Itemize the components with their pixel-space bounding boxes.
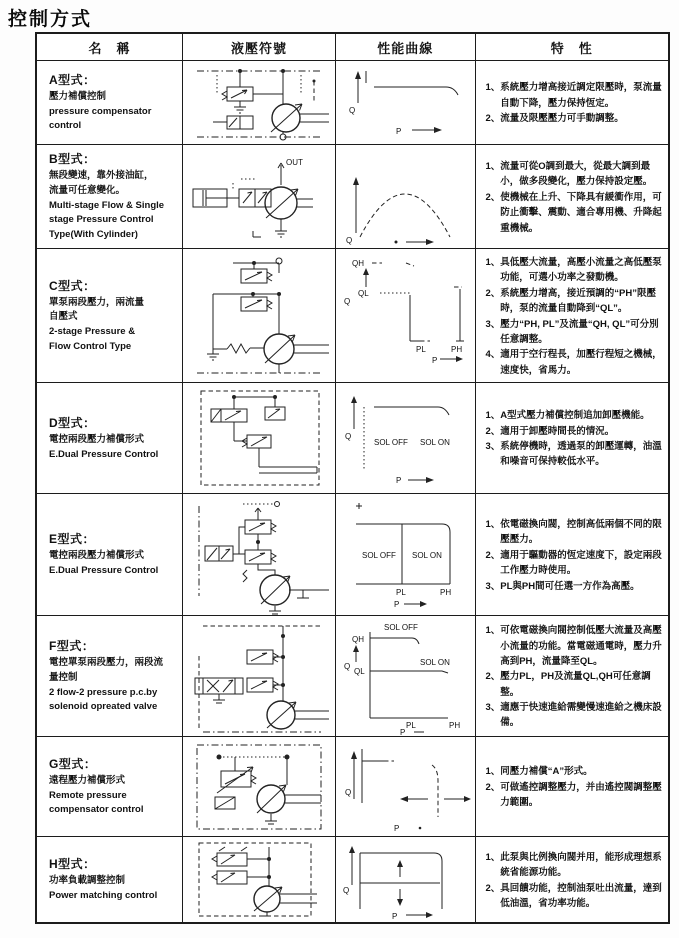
hydraulic-circuit-icon [183,145,335,248]
text-line: 1、同壓力補償“A”形式。 [485,766,593,778]
svg-text:Q: Q [345,788,352,797]
hydraulic-symbol-cell [182,616,335,736]
symbol-port-label: OUT [286,158,303,167]
text-line: 遠程壓力補償形式 [49,774,126,786]
text-line: 2、適用于驅動器的恆定速度下，設定兩段工作壓力時使用。 [485,549,662,577]
svg-text:Q: Q [343,886,350,895]
name-cell [37,145,182,248]
text-line: pressure compensator [49,105,152,117]
hydraulic-symbol-cell [182,249,335,382]
svg-text:P: P [394,824,400,833]
svg-text:SOL ON: SOL ON [412,551,442,560]
svg-text:SOL OFF: SOL OFF [384,623,418,632]
type-title: G型式： [49,756,97,771]
hydraulic-circuit-icon [183,61,335,144]
type-description [49,169,178,243]
table-row-type-d [37,382,668,493]
performance-curve-chart [336,249,474,382]
table-header-row [37,34,668,60]
text-line: 2、適用于卸壓時間長的情況。 [485,425,615,437]
performance-curve-cell [335,145,475,248]
text-line: 2、壓力PL，PH及流量QL,QH可任意調整。 [485,671,651,698]
svg-text:P: P [394,600,400,609]
svg-text:SOL ON: SOL ON [420,658,450,667]
svg-text:Q: Q [345,432,352,441]
text-line: 4、適用于空行程長，加壓行程短之機械，速度快，省馬力。 [485,349,662,376]
text-line: 1、此泵與比例換向閥并用，能形成理想系統省能源功能。 [485,851,662,879]
type-title: A型式： [49,72,96,87]
svg-text:PL: PL [406,721,416,730]
hydraulic-circuit-icon [183,494,335,615]
header-performance-curve: 性能曲線 [335,34,475,60]
text-line: 量控制 [49,671,78,683]
text-line: E.Dual Pressure Control [49,448,159,460]
performance-curve-chart [336,145,474,248]
performance-curve-chart [336,383,474,493]
text-line: 3、壓力“PH, PL”及流量“QH, QL”可分別任意調整。 [485,318,659,345]
page-title: 控制方式 [8,9,93,30]
svg-text:QH: QH [352,259,364,268]
characteristics-cell [475,737,669,836]
performance-curve-cell [335,837,475,922]
text-line: 2、系統壓力增高，接近預調的“PH”限壓時，泵的流量自動降到“QL”。 [485,287,656,315]
type-title: E型式： [49,532,96,547]
table-row-type-g [37,736,668,836]
svg-text:PH: PH [451,345,463,354]
hydraulic-symbol-cell [182,837,335,922]
text-line: 流量可任意變化。 [49,184,126,196]
type-title: D型式： [49,415,96,430]
type-description [49,874,178,903]
svg-text:P: P [432,356,438,365]
svg-text:PL: PL [416,345,426,354]
characteristics-cell [475,61,669,144]
text-line: 電控單泵兩段壓力，兩段流 [49,657,164,669]
performance-curve-cell [335,383,475,493]
text-line: 2、使機械在上升、下降具有緩衝作用，可防止衝擊、震動、適合專用機、升降起重機械。 [485,191,662,234]
header-characteristics: 特 性 [475,34,669,60]
performance-curve-cell [335,249,475,382]
type-title: C型式： [49,278,96,293]
name-cell [37,249,182,382]
text-line: E.Dual Pressure Control [49,565,159,576]
text-line: 3、系統停機時，透過泵的卸壓運轉，油溫和噪音可保持較低水平。 [485,441,662,468]
hydraulic-circuit-icon [183,616,335,736]
text-line: 1、具低壓大流量，高壓小流量之高低壓泵功能，可選小功率之發動機。 [485,257,662,284]
characteristics-cell [475,383,669,493]
text-line: stage Pressure Control [49,214,154,226]
text-line: 單泵兩段壓力，兩流量 [49,296,145,308]
text-line: 功率負載調整控制 [49,875,126,887]
text-line: Flow Control Type [49,340,132,352]
svg-text:PL: PL [396,588,406,597]
text-line: 1、流量可從O調到最大，從最大調到最小，做多段變化，壓力保持設定壓。 [485,161,653,188]
svg-text:P: P [400,728,406,736]
svg-text:P: P [392,912,398,921]
hydraulic-circuit-icon [183,837,335,922]
type-title: H型式： [49,857,96,872]
performance-curve-cell [335,616,475,736]
header-name: 名 稱 [88,40,131,56]
text-line: 2-stage Pressure & [49,326,136,337]
text-line: 1、可依電磁換向閥控制低壓大流量及高壓小流量的功能。當電磁通電時，壓力升高到PH，流量降至QL。 [485,625,662,667]
table-row-type-h [37,836,668,922]
type-description [49,90,178,134]
text-line: 自壓式 [49,311,78,323]
performance-curve-chart [336,837,474,922]
table-row-type-f [37,615,668,736]
text-line: 電控兩段壓力補償形式 [49,550,145,562]
svg-text:SOL ON: SOL ON [420,438,450,447]
name-cell [37,616,182,736]
text-line: 1、依電磁換向閥，控制高低兩個不同的限壓壓力。 [485,519,662,546]
svg-text:Q: Q [344,662,351,671]
svg-text:QH: QH [352,635,364,644]
hydraulic-symbol-cell [182,61,335,144]
performance-curve-chart [336,616,474,736]
text-line: 電控兩段壓力補償形式 [49,433,145,445]
performance-curve-chart [336,737,474,836]
text-line: 2、流量及限壓壓力可手動調整。 [485,113,624,125]
text-line: 2、可做遙控調整壓力，并由遙控閥調整壓力範圍。 [485,781,662,809]
performance-curve-chart [336,61,474,144]
table-row-type-b [37,144,668,248]
characteristics-cell [475,494,669,615]
characteristics-cell [475,837,669,922]
hydraulic-circuit-icon [183,249,335,382]
performance-curve-chart [336,494,474,615]
text-line: 2 flow-2 pressure p.c.by [49,686,158,698]
svg-text:QL: QL [354,667,365,676]
performance-curve-cell [335,494,475,615]
header-hydraulic-symbol: 液壓符號 [182,34,335,60]
type-title: F型式： [49,639,95,654]
text-line: 無段變速，靠外接油缸， [49,170,154,182]
name-cell [37,494,182,615]
svg-text:Q: Q [349,106,356,115]
text-line: 3、適應于快速進給需變慢速進給之機床設備。 [485,702,662,729]
svg-text:SOL OFF: SOL OFF [374,438,408,447]
type-title: B型式： [49,152,96,167]
characteristics-cell [475,145,669,248]
hydraulic-circuit-icon [183,383,335,493]
text-line: 3、PL與PH間可任選一方作為高壓。 [485,580,640,592]
hydraulic-symbol-cell [182,145,335,248]
svg-text:PH: PH [440,588,452,597]
performance-curve-cell [335,737,475,836]
name-cell [37,383,182,493]
text-line: solenoid opreated valve [49,701,158,713]
type-description [49,549,178,578]
characteristics-cell [475,249,669,382]
table-row-type-a [37,60,668,144]
svg-text:P: P [396,127,402,136]
text-line: control [49,120,82,132]
text-line: 壓力補償控制 [49,90,107,102]
type-description [49,296,178,355]
characteristics-cell [475,616,669,736]
text-line: 2、具回饋功能，控制油泵吐出流量，達到低油溫，省功率功能。 [485,882,662,909]
text-line: compensator control [49,804,144,816]
svg-text:QL: QL [358,289,369,298]
hydraulic-symbol-cell [182,383,335,493]
performance-curve-cell [335,61,475,144]
type-description [49,774,178,818]
svg-text:PH: PH [449,721,461,730]
svg-text:SOL OFF: SOL OFF [362,551,396,560]
text-line: 1、A型式壓力補償控制追加卸壓機能。 [485,410,650,422]
table-row-type-e [37,493,668,615]
svg-text:Q: Q [346,236,353,245]
table-row-type-c [37,248,668,382]
text-line: Multi-stage Flow & Single [49,199,165,211]
text-line: Remote pressure [49,789,127,801]
hydraulic-circuit-icon [183,737,335,836]
text-line: Power matching control [49,890,158,901]
text-line: Type(With Cylinder) [49,229,138,241]
name-cell [37,737,182,836]
text-line: 1、系統壓力增高接近調定限壓時，泵流量自動下降，壓力保持恆定。 [485,82,662,109]
hydraulic-symbol-cell [182,737,335,836]
type-description [49,433,178,462]
svg-text:P: P [396,476,402,485]
svg-text:Q: Q [344,297,351,306]
name-cell [37,61,182,144]
hydraulic-symbol-cell [182,494,335,615]
name-cell [37,837,182,922]
type-description [49,656,178,715]
control-methods-table [35,32,670,924]
